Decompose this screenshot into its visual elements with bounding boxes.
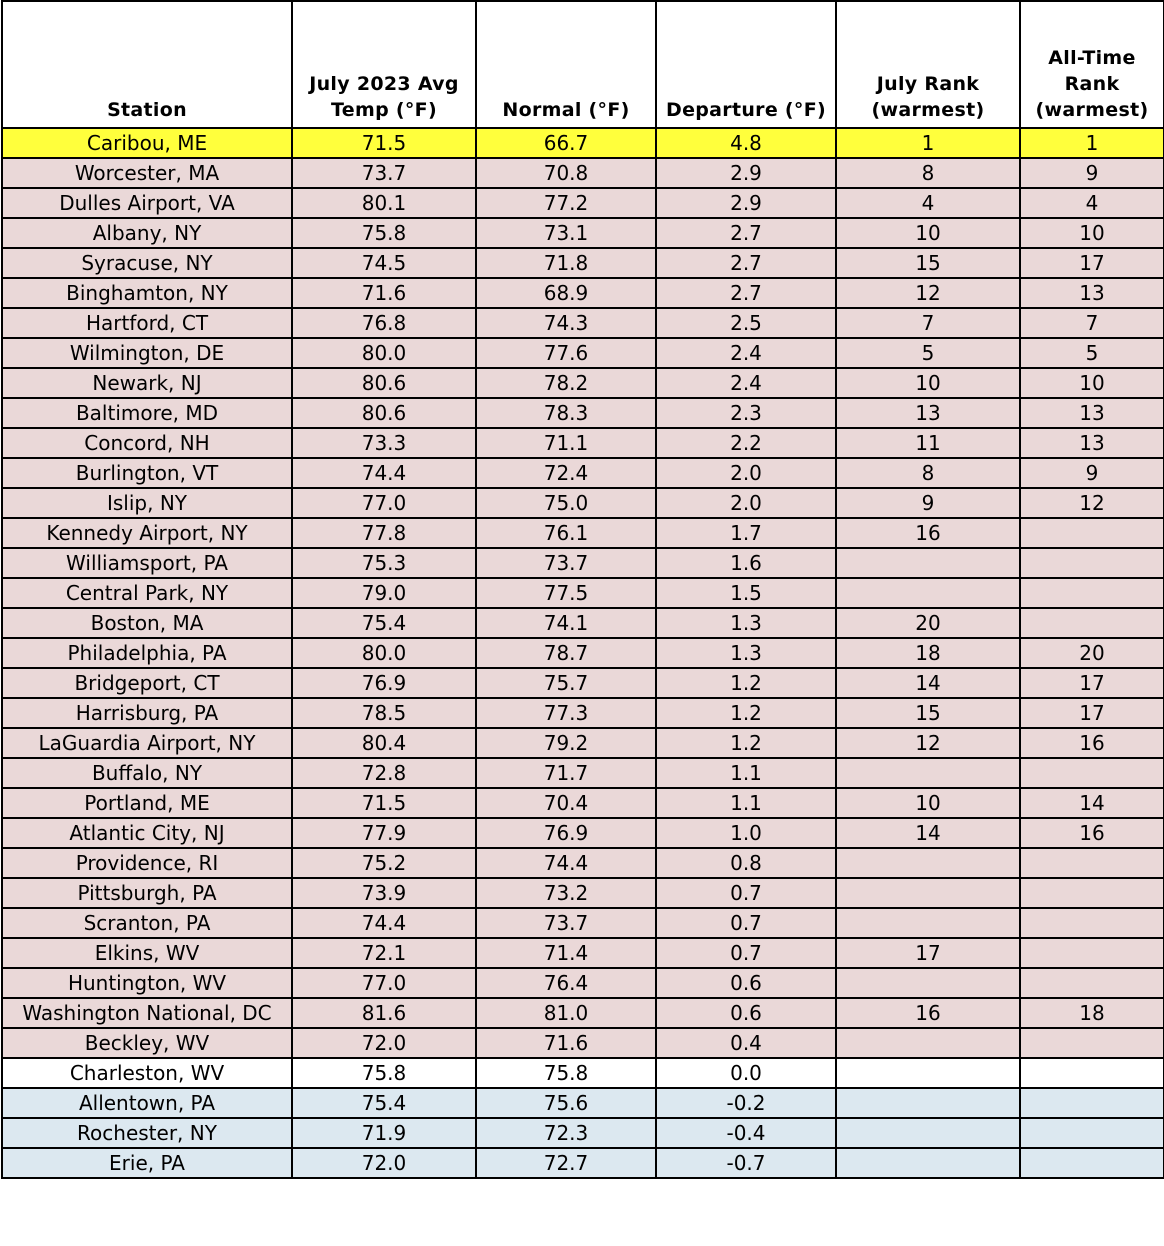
cell-station: Kennedy Airport, NY [2, 518, 292, 548]
cell-july-rank: 7 [836, 308, 1020, 338]
table-row [2, 278, 1164, 308]
cell-alltime-rank [1020, 1028, 1164, 1058]
table-row [2, 308, 1164, 338]
cell-alltime-rank [1020, 1088, 1164, 1118]
cell-avg-temp: 73.7 [292, 158, 476, 188]
cell-july-rank [836, 848, 1020, 878]
table-row [2, 188, 1164, 218]
header-row [2, 1, 1164, 128]
table-row [2, 128, 1164, 158]
header-avg-temp: July 2023 Avg Temp (°F) [292, 1, 476, 128]
cell-normal: 71.8 [476, 248, 656, 278]
cell-avg-temp: 80.4 [292, 728, 476, 758]
cell-departure: 2.9 [656, 188, 836, 218]
cell-station: Rochester, NY [2, 1118, 292, 1148]
cell-normal: 78.7 [476, 638, 656, 668]
cell-avg-temp: 77.0 [292, 968, 476, 998]
cell-station: Bridgeport, CT [2, 668, 292, 698]
cell-departure: 2.9 [656, 158, 836, 188]
table-row [2, 1118, 1164, 1148]
cell-normal: 76.4 [476, 968, 656, 998]
cell-avg-temp: 80.6 [292, 368, 476, 398]
cell-departure: 0.6 [656, 968, 836, 998]
table-row [2, 548, 1164, 578]
cell-station: Syracuse, NY [2, 248, 292, 278]
cell-departure: 2.7 [656, 248, 836, 278]
cell-normal: 72.3 [476, 1118, 656, 1148]
cell-alltime-rank [1020, 908, 1164, 938]
cell-july-rank [836, 968, 1020, 998]
cell-normal: 81.0 [476, 998, 656, 1028]
cell-alltime-rank: 14 [1020, 788, 1164, 818]
cell-station: Albany, NY [2, 218, 292, 248]
cell-alltime-rank: 12 [1020, 488, 1164, 518]
cell-avg-temp: 75.4 [292, 1088, 476, 1118]
table-body [2, 128, 1164, 1178]
table-row [2, 248, 1164, 278]
cell-july-rank: 11 [836, 428, 1020, 458]
header-july-rank: July Rank (warmest) [836, 1, 1020, 128]
cell-avg-temp: 72.0 [292, 1028, 476, 1058]
cell-avg-temp: 73.3 [292, 428, 476, 458]
header-normal: Normal (°F) [476, 1, 656, 128]
cell-departure: 1.7 [656, 518, 836, 548]
cell-departure: 2.5 [656, 308, 836, 338]
cell-station: Central Park, NY [2, 578, 292, 608]
cell-alltime-rank: 20 [1020, 638, 1164, 668]
cell-avg-temp: 78.5 [292, 698, 476, 728]
cell-alltime-rank: 16 [1020, 728, 1164, 758]
cell-departure: 0.0 [656, 1058, 836, 1088]
cell-july-rank: 15 [836, 248, 1020, 278]
cell-departure: 1.6 [656, 548, 836, 578]
cell-station: Binghamton, NY [2, 278, 292, 308]
cell-alltime-rank: 13 [1020, 398, 1164, 428]
cell-july-rank: 12 [836, 278, 1020, 308]
cell-avg-temp: 75.4 [292, 608, 476, 638]
cell-normal: 76.1 [476, 518, 656, 548]
cell-departure: -0.7 [656, 1148, 836, 1178]
cell-departure: 1.3 [656, 638, 836, 668]
cell-avg-temp: 75.3 [292, 548, 476, 578]
table-row [2, 458, 1164, 488]
table-row [2, 1088, 1164, 1118]
cell-normal: 77.3 [476, 698, 656, 728]
table-row [2, 1058, 1164, 1088]
cell-departure: 2.7 [656, 218, 836, 248]
cell-july-rank: 16 [836, 998, 1020, 1028]
table-row [2, 818, 1164, 848]
cell-departure: 2.4 [656, 338, 836, 368]
cell-departure: 0.7 [656, 908, 836, 938]
cell-station: Huntington, WV [2, 968, 292, 998]
table-row [2, 338, 1164, 368]
cell-station: Buffalo, NY [2, 758, 292, 788]
cell-departure: 2.3 [656, 398, 836, 428]
cell-normal: 74.1 [476, 608, 656, 638]
table-row [2, 158, 1164, 188]
cell-july-rank: 1 [836, 128, 1020, 158]
cell-station: Baltimore, MD [2, 398, 292, 428]
cell-alltime-rank: 17 [1020, 668, 1164, 698]
cell-departure: 2.7 [656, 278, 836, 308]
table-row [2, 578, 1164, 608]
cell-avg-temp: 72.0 [292, 1148, 476, 1178]
cell-station: Concord, NH [2, 428, 292, 458]
cell-alltime-rank [1020, 1148, 1164, 1178]
table-row [2, 938, 1164, 968]
cell-departure: 1.5 [656, 578, 836, 608]
cell-departure: 0.6 [656, 998, 836, 1028]
cell-july-rank [836, 1028, 1020, 1058]
cell-departure: 2.4 [656, 368, 836, 398]
cell-station: Charleston, WV [2, 1058, 292, 1088]
cell-normal: 73.7 [476, 548, 656, 578]
cell-normal: 70.4 [476, 788, 656, 818]
cell-july-rank: 16 [836, 518, 1020, 548]
table-row [2, 428, 1164, 458]
cell-normal: 75.0 [476, 488, 656, 518]
cell-alltime-rank: 17 [1020, 248, 1164, 278]
cell-avg-temp: 80.0 [292, 638, 476, 668]
cell-station: Wilmington, DE [2, 338, 292, 368]
cell-station: Elkins, WV [2, 938, 292, 968]
cell-departure: 0.8 [656, 848, 836, 878]
table-header [2, 1, 1164, 128]
cell-station: Providence, RI [2, 848, 292, 878]
cell-normal: 79.2 [476, 728, 656, 758]
cell-july-rank [836, 878, 1020, 908]
cell-avg-temp: 79.0 [292, 578, 476, 608]
cell-departure: 0.7 [656, 878, 836, 908]
cell-station: Philadelphia, PA [2, 638, 292, 668]
cell-alltime-rank: 9 [1020, 458, 1164, 488]
table-row [2, 218, 1164, 248]
cell-departure: 1.3 [656, 608, 836, 638]
cell-normal: 75.7 [476, 668, 656, 698]
cell-alltime-rank [1020, 608, 1164, 638]
cell-normal: 76.9 [476, 818, 656, 848]
cell-departure: 0.7 [656, 938, 836, 968]
cell-avg-temp: 75.8 [292, 1058, 476, 1088]
cell-july-rank: 8 [836, 158, 1020, 188]
cell-july-rank: 10 [836, 218, 1020, 248]
cell-normal: 77.6 [476, 338, 656, 368]
cell-july-rank: 18 [836, 638, 1020, 668]
cell-normal: 73.2 [476, 878, 656, 908]
cell-july-rank: 13 [836, 398, 1020, 428]
cell-departure: 1.2 [656, 698, 836, 728]
cell-normal: 72.7 [476, 1148, 656, 1178]
cell-alltime-rank [1020, 1118, 1164, 1148]
cell-normal: 70.8 [476, 158, 656, 188]
cell-july-rank: 10 [836, 788, 1020, 818]
cell-normal: 71.4 [476, 938, 656, 968]
cell-alltime-rank: 13 [1020, 428, 1164, 458]
cell-station: Beckley, WV [2, 1028, 292, 1058]
table-row [2, 998, 1164, 1028]
cell-station: Atlantic City, NJ [2, 818, 292, 848]
cell-normal: 71.7 [476, 758, 656, 788]
header-alltime-rank: All-Time Rank (warmest) [1020, 1, 1164, 128]
cell-alltime-rank: 13 [1020, 278, 1164, 308]
cell-alltime-rank: 5 [1020, 338, 1164, 368]
table-row [2, 638, 1164, 668]
cell-departure: 0.4 [656, 1028, 836, 1058]
cell-normal: 66.7 [476, 128, 656, 158]
table-row [2, 1028, 1164, 1058]
cell-july-rank: 14 [836, 668, 1020, 698]
cell-july-rank [836, 578, 1020, 608]
table-row [2, 608, 1164, 638]
cell-alltime-rank: 18 [1020, 998, 1164, 1028]
cell-alltime-rank [1020, 878, 1164, 908]
cell-alltime-rank: 10 [1020, 368, 1164, 398]
cell-avg-temp: 75.2 [292, 848, 476, 878]
cell-avg-temp: 80.1 [292, 188, 476, 218]
cell-july-rank [836, 1088, 1020, 1118]
cell-normal: 74.3 [476, 308, 656, 338]
cell-july-rank: 9 [836, 488, 1020, 518]
cell-station: Williamsport, PA [2, 548, 292, 578]
cell-avg-temp: 71.5 [292, 128, 476, 158]
table-row [2, 518, 1164, 548]
cell-alltime-rank [1020, 578, 1164, 608]
cell-station: Pittsburgh, PA [2, 878, 292, 908]
table-row [2, 728, 1164, 758]
cell-alltime-rank [1020, 518, 1164, 548]
table-row [2, 668, 1164, 698]
cell-alltime-rank [1020, 848, 1164, 878]
cell-normal: 78.2 [476, 368, 656, 398]
header-station: Station [2, 1, 292, 128]
cell-alltime-rank [1020, 548, 1164, 578]
cell-departure: 1.1 [656, 788, 836, 818]
cell-station: Hartford, CT [2, 308, 292, 338]
cell-departure: 2.0 [656, 458, 836, 488]
cell-departure: 2.2 [656, 428, 836, 458]
cell-departure: 4.8 [656, 128, 836, 158]
cell-departure: -0.4 [656, 1118, 836, 1148]
cell-avg-temp: 80.0 [292, 338, 476, 368]
cell-alltime-rank: 4 [1020, 188, 1164, 218]
table-row [2, 758, 1164, 788]
cell-july-rank [836, 908, 1020, 938]
cell-station: Worcester, MA [2, 158, 292, 188]
cell-avg-temp: 81.6 [292, 998, 476, 1028]
cell-july-rank [836, 548, 1020, 578]
cell-alltime-rank: 17 [1020, 698, 1164, 728]
cell-normal: 78.3 [476, 398, 656, 428]
cell-alltime-rank [1020, 758, 1164, 788]
cell-station: Burlington, VT [2, 458, 292, 488]
cell-normal: 77.2 [476, 188, 656, 218]
cell-normal: 75.8 [476, 1058, 656, 1088]
cell-normal: 75.6 [476, 1088, 656, 1118]
cell-avg-temp: 72.1 [292, 938, 476, 968]
cell-station: Boston, MA [2, 608, 292, 638]
table-row [2, 848, 1164, 878]
cell-avg-temp: 77.8 [292, 518, 476, 548]
cell-july-rank: 12 [836, 728, 1020, 758]
cell-july-rank: 17 [836, 938, 1020, 968]
cell-alltime-rank: 1 [1020, 128, 1164, 158]
cell-normal: 73.1 [476, 218, 656, 248]
table-row [2, 878, 1164, 908]
cell-normal: 74.4 [476, 848, 656, 878]
cell-july-rank: 14 [836, 818, 1020, 848]
cell-departure: 1.1 [656, 758, 836, 788]
cell-departure: 1.0 [656, 818, 836, 848]
cell-normal: 71.6 [476, 1028, 656, 1058]
cell-avg-temp: 71.9 [292, 1118, 476, 1148]
cell-avg-temp: 74.5 [292, 248, 476, 278]
cell-avg-temp: 74.4 [292, 908, 476, 938]
cell-avg-temp: 80.6 [292, 398, 476, 428]
cell-station: Washington National, DC [2, 998, 292, 1028]
table-row [2, 368, 1164, 398]
cell-july-rank [836, 758, 1020, 788]
table-row [2, 788, 1164, 818]
cell-station: Portland, ME [2, 788, 292, 818]
cell-normal: 73.7 [476, 908, 656, 938]
cell-departure: 2.0 [656, 488, 836, 518]
cell-alltime-rank: 16 [1020, 818, 1164, 848]
cell-alltime-rank: 7 [1020, 308, 1164, 338]
cell-alltime-rank: 10 [1020, 218, 1164, 248]
cell-station: LaGuardia Airport, NY [2, 728, 292, 758]
cell-departure: -0.2 [656, 1088, 836, 1118]
cell-avg-temp: 76.8 [292, 308, 476, 338]
cell-avg-temp: 74.4 [292, 458, 476, 488]
cell-avg-temp: 77.9 [292, 818, 476, 848]
cell-july-rank: 15 [836, 698, 1020, 728]
cell-alltime-rank [1020, 1058, 1164, 1088]
cell-avg-temp: 76.9 [292, 668, 476, 698]
cell-station: Dulles Airport, VA [2, 188, 292, 218]
cell-station: Scranton, PA [2, 908, 292, 938]
cell-departure: 1.2 [656, 728, 836, 758]
cell-avg-temp: 72.8 [292, 758, 476, 788]
cell-alltime-rank: 9 [1020, 158, 1164, 188]
cell-station: Allentown, PA [2, 1088, 292, 1118]
table-row [2, 488, 1164, 518]
cell-july-rank: 4 [836, 188, 1020, 218]
cell-normal: 68.9 [476, 278, 656, 308]
cell-july-rank: 5 [836, 338, 1020, 368]
cell-avg-temp: 71.5 [292, 788, 476, 818]
cell-july-rank [836, 1118, 1020, 1148]
cell-normal: 77.5 [476, 578, 656, 608]
cell-normal: 71.1 [476, 428, 656, 458]
cell-july-rank: 20 [836, 608, 1020, 638]
cell-july-rank [836, 1148, 1020, 1178]
cell-station: Newark, NJ [2, 368, 292, 398]
cell-avg-temp: 75.8 [292, 218, 476, 248]
cell-station: Islip, NY [2, 488, 292, 518]
cell-july-rank: 10 [836, 368, 1020, 398]
temperature-table [1, 0, 1164, 1179]
cell-departure: 1.2 [656, 668, 836, 698]
table-row [2, 698, 1164, 728]
table-row [2, 1148, 1164, 1178]
table-row [2, 968, 1164, 998]
cell-alltime-rank [1020, 968, 1164, 998]
cell-station: Caribou, ME [2, 128, 292, 158]
header-departure: Departure (°F) [656, 1, 836, 128]
cell-avg-temp: 73.9 [292, 878, 476, 908]
cell-alltime-rank [1020, 938, 1164, 968]
cell-avg-temp: 71.6 [292, 278, 476, 308]
cell-july-rank: 8 [836, 458, 1020, 488]
cell-july-rank [836, 1058, 1020, 1088]
cell-avg-temp: 77.0 [292, 488, 476, 518]
table-row [2, 908, 1164, 938]
cell-station: Erie, PA [2, 1148, 292, 1178]
cell-station: Harrisburg, PA [2, 698, 292, 728]
table-row [2, 398, 1164, 428]
cell-normal: 72.4 [476, 458, 656, 488]
